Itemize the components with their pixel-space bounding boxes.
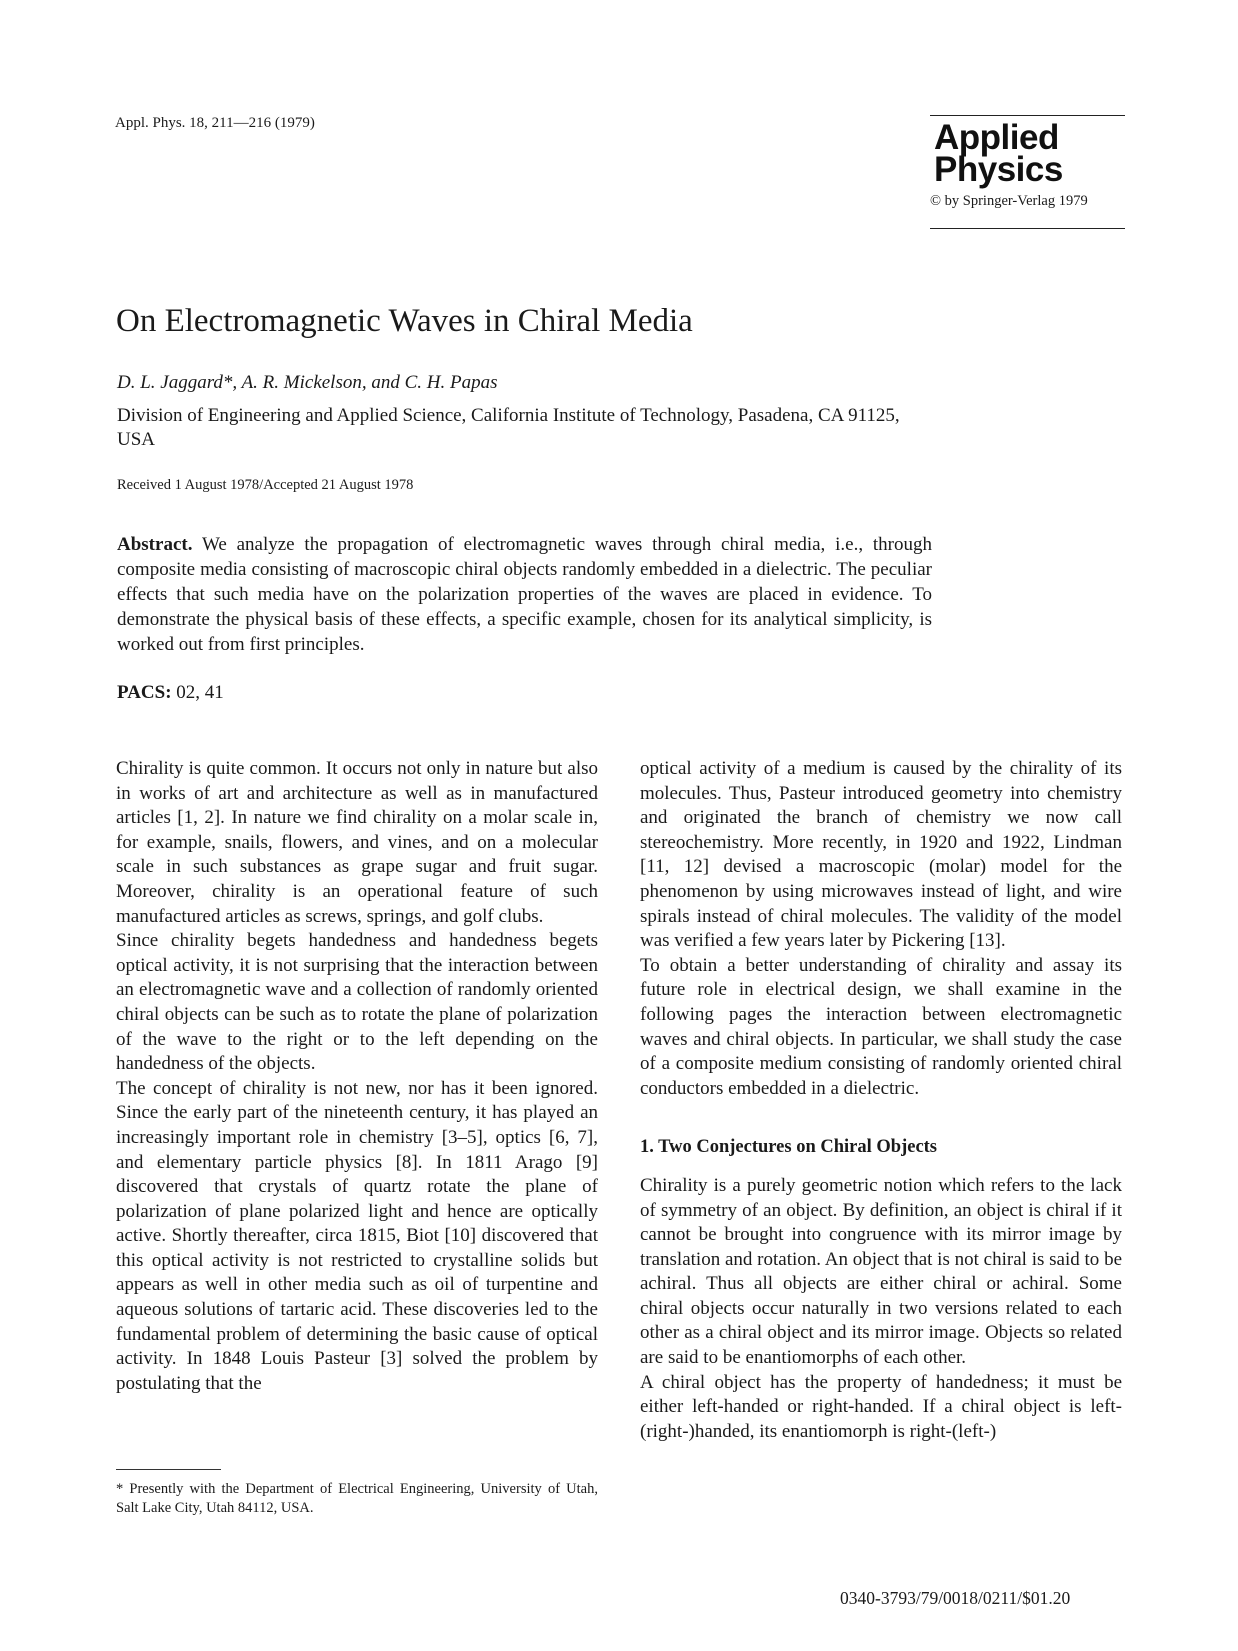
body-paragraph: Chirality is quite common. It occurs not only in nature but also in works of art and architecture as well as in manufactured articles [1, 2]. In nature we find chirality on a molar scale in, for example, snails, flowers, and vines, and on a molecular scale in such substances as grape sugar and fruit sugar. Moreover, chirality is an operational feature of such manufactured articles as screws, springs, and golf clubs.	[116, 758, 598, 927]
abstract-text: We analyze the propagation of electromagnetic waves through chiral media, i.e., through composite media consisting of macroscopic chiral objects randomly embedded in a dielectric. The peculiar effects that such media have on the polarization properties of the waves are placed in evidence. To demonstrate the physical basis of these effects, a specific example, chosen for its analytical simplicity, is worked out from first principles.	[117, 534, 932, 655]
article-code: 0340-3793/79/0018/0211/$01.20	[840, 1588, 1071, 1608]
body-paragraph: optical activity of a medium is caused by the chirality of its molecules. Thus, Pasteur introduced geometry into chemistry and originated the branch of chemistry we now call stereochemistry. More recently, in 1920 and 1922, Lindman [11, 12] devised a macroscopic (molar) model for the phenomenon by using microwaves instead of light, and wire spirals instead of chiral molecules. The validity of the model was verified a few years later by Pickering [13].	[640, 758, 1122, 952]
journal-logo-line-2: Physics	[934, 150, 1063, 189]
pacs-value: 02, 41	[176, 682, 224, 703]
footnote: * Presently with the Department of Electrical Engineering, University of Utah, Salt Lake City, Utah 84112, USA.	[116, 1481, 598, 1516]
body-paragraph: Chirality is a purely geometric notion which refers to the lack of symmetry of an object. By definition, an object is chiral if it cannot be brought into congruence with its mirror image by translation and rotation. An object that is not chiral is said to be achiral. Thus all objects are either chiral or achiral. Some chiral objects occur naturally in two versions related to each other as a chiral object and its mirror image. Objects so related are said to be enantiomorphs of each other.	[640, 1174, 1122, 1369]
footnote-divider	[116, 1469, 221, 1470]
paper-title: On Electromagnetic Waves in Chiral Media	[116, 303, 693, 339]
affiliation: Division of Engineering and Applied Science, California Institute of Technology, Pasadena, CA 91125, USA	[117, 405, 900, 450]
received-dates: Received 1 August 1978/Accepted 21 August 1978	[117, 477, 414, 493]
pacs	[117, 682, 224, 704]
copyright-notice: © by Springer-Verlag 1979	[930, 193, 1088, 209]
body-paragraph: The concept of chirality is not new, nor has it been ignored. Since the early part of the nineteenth century, it has played an increasingly important role in chemistry [3–5], optics [6, 7], and elementary particle physics [8]. In 1811 Arago [9] discovered that crystals of quartz rotate the plane of polarization of plane polarized light and hence are optically active. Shortly thereafter, circa 1815, Biot [10] discovered that this optical activity is not restricted to crystalline solids but appears as well in other media such as oil of turpentine and aqueous solutions of tartaric acid. These discoveries led to the fundamental problem of determining the basic cause of optical activity. In 1848 Louis Pasteur [3] solved the problem by postulating that the	[116, 1077, 598, 1394]
abstract-label: Abstract.	[117, 534, 193, 555]
section-heading: 1. Two Conjectures on Chiral Objects	[640, 1137, 938, 1158]
body-column-left	[116, 757, 598, 1396]
authors: D. L. Jaggard*, A. R. Mickelson, and C. H. Papas	[117, 372, 498, 393]
body-paragraph: To obtain a better understanding of chirality and assay its future role in electrical design, we shall examine in the following pages the interaction between electromagnetic waves and chiral objects. In particular, we shall study the case of a composite medium consisting of randomly oriented chiral conductors embedded in a dielectric.	[640, 954, 1122, 1099]
body-paragraph: A chiral object has the property of handedness; it must be either left-handed or right-handed. If a chiral object is left-(right-)handed, its enantiomorph is right-(left-)	[640, 1371, 1122, 1442]
body-column-right	[640, 757, 1122, 1444]
pacs-label: PACS:	[117, 682, 172, 703]
journal-logo	[934, 118, 1125, 189]
abstract	[117, 532, 932, 657]
journal-citation: Appl. Phys. 18, 211—216 (1979)	[115, 115, 315, 131]
journal-logo-box	[930, 115, 1125, 229]
journal-logo-line-1: Applied	[934, 118, 1059, 157]
body-paragraph: Since chirality begets handedness and handedness begets optical activity, it is not surprising that the interaction between an electromagnetic wave and a collection of randomly oriented chiral objects can be such as to rotate the plane of polarization of the wave to the right or to the left depending on the handedness of the objects.	[116, 930, 598, 1075]
